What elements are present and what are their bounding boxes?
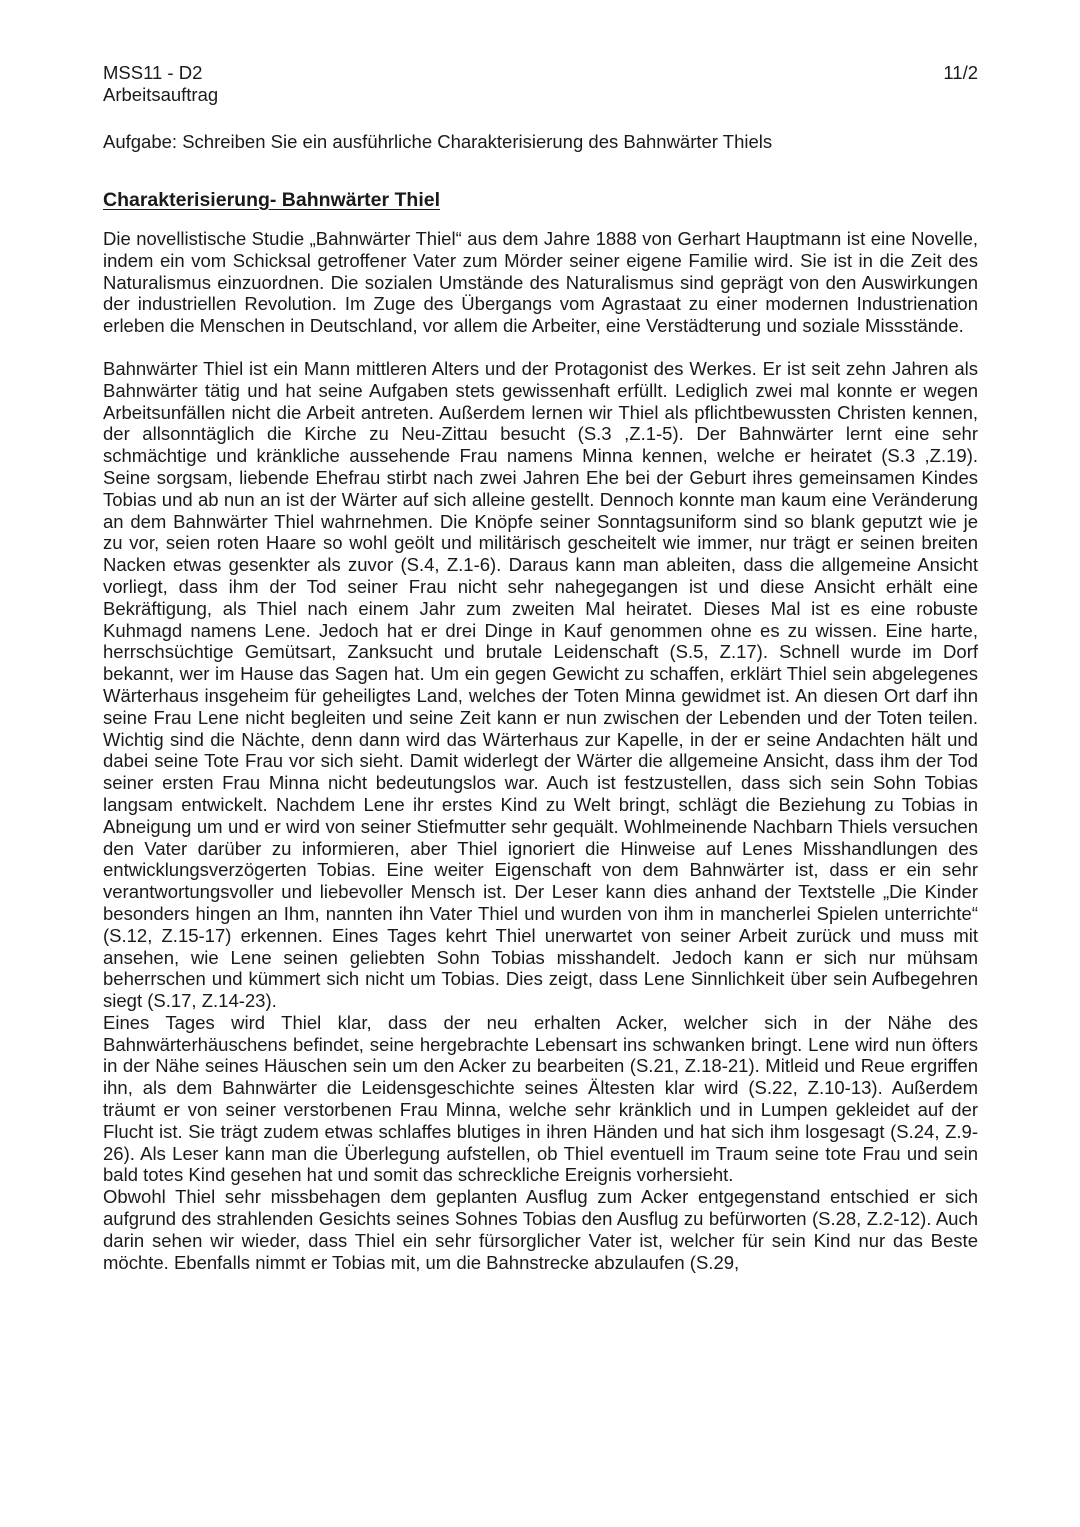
paragraph-intro: Die novellistische Studie „Bahnwärter Thiel“ aus dem Jahre 1888 von Gerhart Hauptmann ist eine Novelle, indem ein vom Schicksal getroffener Vater zum Mörder seiner eigene Familie wird. Sie ist in die Zeit des Naturalismus einzuordnen. Die sozialen Umstände des Naturalismus sind geprägt von den Auswirkungen der industriellen Revolution. Im Zuge des Übergangs vom Agrastaat zu einer modernen Industrienation erleben die Menschen in Deutschland, vor allem die Arbeiter, eine Verstädterung und soziale Missstände.: [103, 228, 978, 337]
paragraph-main: Bahnwärter Thiel ist ein Mann mittleren Alters und der Protagonist des Werkes. Er ist seit zehn Jahren als Bahnwärter tätig und hat seine Aufgaben stets gewissenhaft erfüllt. Lediglich zwei mal konnte er wegen Arbeitsunfällen nicht die Arbeit antreten. Außerdem lernen wir Thiel als pflichtbewussten Christen kennen, der allsonntäglich die Kirche zu Neu-Zittau besucht (S.3 ,Z.1-5). Der Bahnwärter lernt eine sehr schmächtige und kränkliche aussehende Frau namens Minna kennen, welche er heiratet (S.3 ,Z.19). Seine sorgsam, liebende Ehefrau stirbt nach zwei Jahren Ehe bei der Geburt ihres gemeinsamen Kindes Tobias und ab nun an ist der Wärter auf sich alleine gestellt. Dennoch konnte man kaum eine Veränderung an dem Bahnwärter Thiel wahrnehmen. Die Knöpfe seiner Sonntagsuniform sind so blank geputzt wie je zu vor, seien roten Haare so wohl geölt und militärisch gescheitelt wie immer, nur trägt er seinen breiten Nacken etwas gesenkter als zuvor (S.4, Z.1-6). Daraus kann man ableiten, dass die allgemeine Ansicht vorliegt, dass ihm der Tod seiner Frau nicht sehr nahegegangen ist und diese Ansicht erhält eine Bekräftigung, als Thiel nach einem Jahr zum zweiten Mal heiratet. Dieses Mal ist es eine robuste Kuhmagd namens Lene. Jedoch hat er drei Dinge in Kauf genommen ohne es zu wissen. Eine harte, herrschsüchtige Gemütsart, Zanksucht und brutale Leidenschaft (S.5, Z.17). Schnell wurde im Dorf bekannt, wer im Hause das Sagen hat. Um ein gegen Gewicht zu schaffen, erklärt Thiel sein abgelegenes Wärterhaus insgeheim für geheiligtes Land, welches der Toten Minna gewidmet ist. An diesen Ort darf ihn seine Frau Lene nicht begleiten und seine Zeit kann er nun zwischen der Lebenden und der Toten teilen. Wichtig sind die Nächte, denn dann wird das Wärterhaus zur Kapelle, in der er seine Andachten hält und dabei seine Tote Frau vor sich sieht. Damit widerlegt der Wärter die allgemeine Ansicht, dass ihm der Tod seiner ersten Frau Minna nicht bedeutungslos war. Auch ist festzustellen, dass sich sein Sohn Tobias langsam entwickelt. Nachdem Lene ihr erstes Kind zu Welt bringt, schlägt die Beziehung zu Tobias in Abneigung um und er wird von seiner Stiefmutter sehr gequält. Wohlmeinende Nachbarn Thiels versuchen den Vater darüber zu informieren, aber Thiel ignoriert die Hinweise auf Lenes Misshandlungen des entwicklungsverzögerten Tobias. Eine weiter Eigenschaft von dem Bahnwärter ist, dass er ein sehr verantwortungsvoller und liebevoller Mensch ist. Der Leser kann dies anhand der Textstelle „Die Kinder besonders hingen an Ihm, nannten ihn Vater Thiel und wurden von ihm in mancherlei Spielen unterrichte“ (S.12, Z.15-17) erkennen. Eines Tages kehrt Thiel unerwartet von seiner Arbeit zurück und muss mit ansehen, wie Lene seinen geliebten Sohn Tobias misshandelt. Jedoch kann er sich nur mühsam beherrschen und kümmert sich nicht um Tobias. Dies zeigt, dass Lene Sinnlichkeit über sein Aufbegehren siegt (S.17, Z.14-23).: [103, 357, 978, 1012]
page-header: [103, 62, 978, 106]
task-statement: Aufgabe: Schreiben Sie ein ausführliche Charakterisierung des Bahnwärter Thiels: [103, 131, 773, 152]
paragraph-field: Eines Tages wird Thiel klar, dass der neu erhalten Acker, welcher sich in der Nähe des Bahnwärterhäuschens befindet, seine hergebrachte Lebensart ins schwanken bringt. Lene wird nun öfters in der Nähe seines Häuschen sein um den Acker zu bearbeiten (S.21, Z.18-21). Mitleid und Reue ergriffen ihn, als dem Bahnwärter die Leidensgeschichte seines Ältesten klar wird (S.22, Z.10-13). Außerdem träumt er von seiner verstorbenen Frau Minna, welche sehr kränklich und in Lumpen gekleidet auf der Flucht ist. Sie trägt zudem etwas schlaffes blutiges in ihren Händen und hat sich ihm losgesagt (S.24, Z.9-26). Als Leser kann man die Überlegung aufstellen, ob Thiel eventuell im Traum seine tote Frau und sein bald totes Kind gesehen hat und somit das schreckliche Ereignis vorhersieht.: [103, 1011, 978, 1186]
paragraph-excursion: Obwohl Thiel sehr missbehagen dem geplanten Ausflug zum Acker entgegenstand entschied er sich aufgrund des strahlenden Gesichts seines Sohnes Tobias den Ausflug zu befürworten (S.28, Z.2-12). Auch darin sehen wir wieder, dass Thiel ein sehr fürsorglicher Vater ist, welcher für sein Kind nur das Beste möchte. Ebenfalls nimmt er Tobias mit, um die Bahnstrecke abzulaufen (S.29,: [103, 1186, 978, 1273]
document-type: Arbeitsauftrag: [103, 84, 219, 105]
document-title: Charakterisierung- Bahnwärter Thiel: [103, 189, 441, 211]
page-number: 11/2: [943, 62, 978, 83]
course-code: MSS11 - D2: [103, 62, 203, 83]
header-left: [103, 62, 218, 106]
document-page: [103, 62, 978, 1273]
